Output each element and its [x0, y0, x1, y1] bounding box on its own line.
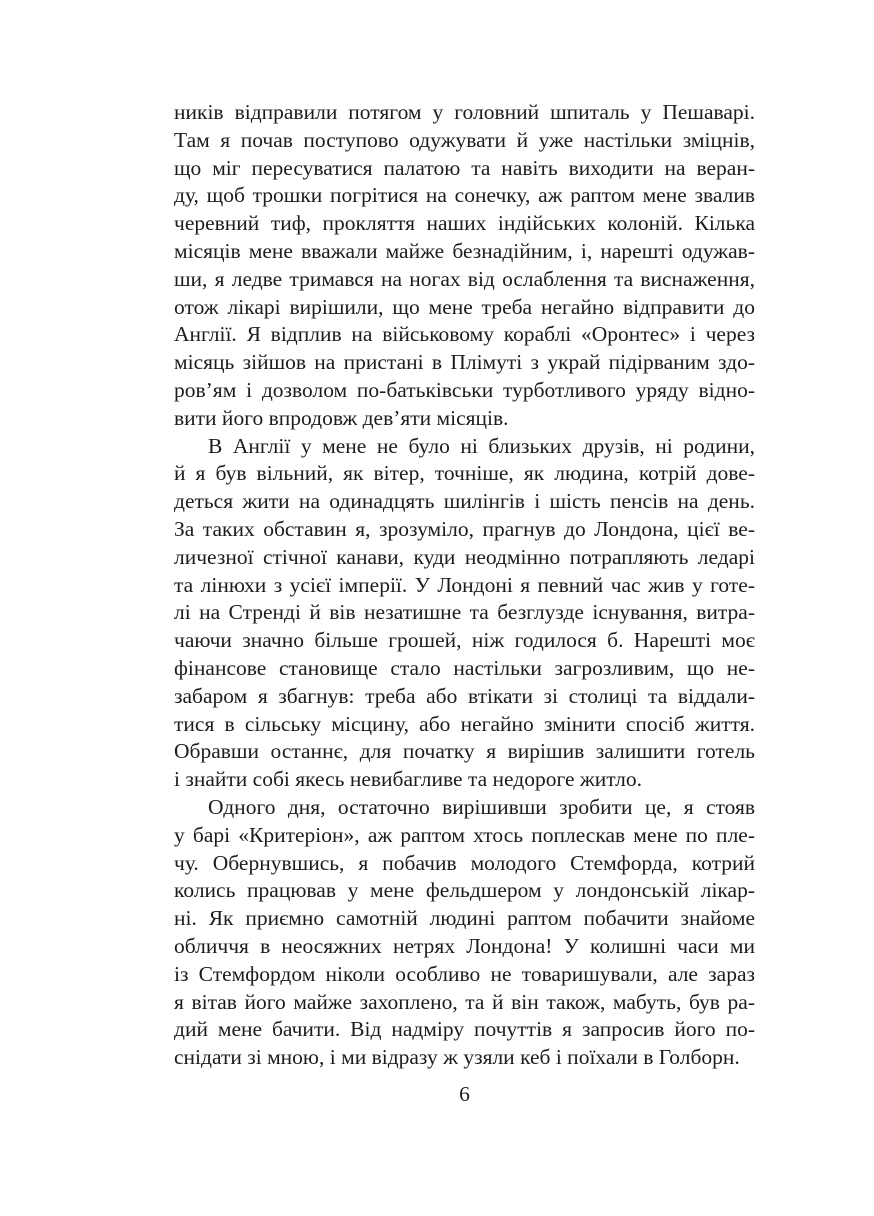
text-line: я вітав його майже захоплено, та й він також, мабуть, був ра-: [174, 989, 755, 1014]
text-line: забаром я збагнув: треба або втікати зі столиці та віддали-: [174, 683, 755, 708]
paragraph: [174, 99, 755, 433]
text-line: личезної стічної канави, куди неодмінно потрапляють ледарі: [174, 544, 755, 569]
text-line: За таких обставин я, зрозуміло, прагнув до Лондона, цієї ве-: [174, 516, 755, 541]
text-line: деться жити на одинадцять шилінгів і шість пенсів на день.: [174, 489, 755, 514]
text-line: тися в сільську місцину, або негайно змінити спосіб життя.: [174, 711, 755, 736]
text-line: й я був вільний, як вітер, точніше, як людина, котрій дове-: [174, 461, 755, 486]
text-line: вити його впродовж дев’яти місяців.: [174, 405, 509, 430]
text-line: ши, я ледве тримався на ногах від ослаблення та виснаження,: [174, 266, 755, 291]
text-line: чу. Обернувшись, я побачив молодого Стемфорда, котрий: [174, 850, 755, 875]
text-line: чаючи значно більше грошей, ніж годилося б. Нарешті моє: [174, 628, 755, 653]
text-line: фінансове становище стало настільки загрозливим, що не-: [174, 655, 755, 680]
text-line: місяців мене вважали майже безнадійним, і, нарешті одужав-: [174, 238, 755, 263]
paragraph: [174, 433, 755, 794]
text-line: снідати зі мною, і ми відразу ж узяли кеб і поїхали в Голборн.: [174, 1045, 740, 1070]
text-block: [174, 99, 755, 1072]
text-line: отож лікарі вирішили, що мене треба негайно відправити до: [174, 294, 755, 319]
text-line: Одного дня, остаточно вирішивши зробити це, я стояв: [208, 794, 755, 819]
text-line: Там я почав поступово одужувати й уже настільки зміцнів,: [174, 127, 755, 152]
text-line: ров’ям і дозволом по-батьківськи турботливого уряду відно-: [174, 377, 755, 402]
text-line: ду, щоб трошки погрітися на сонечку, аж раптом мене звалив: [174, 183, 755, 208]
text-line: лі на Стренді й вів незатишне та безглузде існування, витра-: [174, 600, 755, 625]
text-line: Обравши останнє, для початку я вирішив залишити готель: [174, 739, 755, 764]
page-number: 6: [459, 1082, 470, 1106]
text-line: місяць зійшов на пристані в Плімуті з украй підірваним здо-: [174, 350, 755, 375]
text-line: колись працював у мене фельдшером у лондонській лікар-: [174, 878, 755, 903]
text-line: ників відправили потягом у головний шпиталь у Пешаварі.: [174, 100, 755, 124]
text-line: і знайти собі якесь невибагливе та недороге житло.: [174, 767, 643, 792]
text-line: В Англії у мене не було ні близьких друзів, ні родини,: [208, 433, 755, 458]
text-line: що міг пересуватися палатою та навіть виходити на веран-: [174, 155, 755, 180]
text-line: обличчя в неосяжних нетрях Лондона! У колишні часи ми: [174, 933, 755, 958]
text-line: у барі «Критеріон», аж раптом хтось поплескав мене по пле-: [174, 822, 755, 847]
text-line: із Стемфордом ніколи особливо не товаришували, але зараз: [174, 961, 755, 986]
paragraph: [174, 794, 755, 1072]
text-line: дий мене бачити. Від надміру почуттів я запросив його по-: [174, 1017, 755, 1042]
text-line: Англії. Я відплив на військовому кораблі «Оронтес» і через: [174, 322, 755, 347]
text-line: та лінюхи з усієї імперії. У Лондоні я певний час жив у готе-: [174, 572, 755, 597]
text-line: ні. Як приємно самотній людині раптом побачити знайоме: [174, 906, 755, 931]
text-line: черевний тиф, прокляття наших індійських колоній. Кілька: [174, 211, 755, 236]
